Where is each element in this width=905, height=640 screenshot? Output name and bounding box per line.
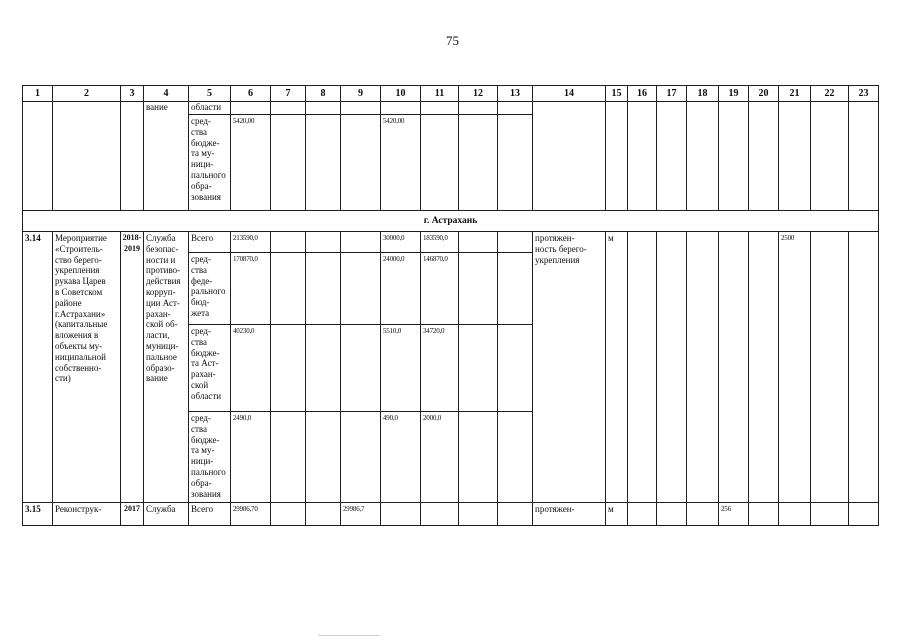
amount-cell: 29986,7	[341, 503, 381, 526]
empty-cell	[749, 102, 779, 211]
empty-cell	[779, 503, 811, 526]
empty-cell	[271, 102, 306, 115]
empty-cell	[421, 503, 459, 526]
table-row-3-15	[23, 503, 879, 526]
empty-cell	[53, 102, 121, 211]
header-cell: 5	[189, 86, 231, 102]
indicator-name: протяжен-	[533, 503, 606, 526]
empty-cell	[811, 232, 849, 503]
empty-cell	[306, 232, 341, 253]
scan-artifact	[318, 635, 380, 636]
empty-cell	[719, 102, 749, 211]
funding-source-label: сред- ства бюдже- та Аст- рахан- ской области	[189, 325, 231, 412]
indicator-value: 256	[719, 503, 749, 526]
empty-cell	[271, 253, 306, 325]
continued-row-top	[23, 102, 879, 115]
amount-cell: 183590,0	[421, 232, 459, 253]
empty-cell	[381, 503, 421, 526]
empty-cell	[121, 102, 144, 211]
header-cell: 8	[306, 86, 341, 102]
unit: м	[606, 503, 628, 526]
empty-cell	[306, 412, 341, 503]
empty-cell	[749, 232, 779, 503]
section-title: г. Астрахань	[23, 211, 879, 232]
header-cell: 9	[341, 86, 381, 102]
empty-cell	[306, 253, 341, 325]
empty-cell	[459, 232, 498, 253]
empty-cell	[533, 102, 606, 211]
header-cell: 22	[811, 86, 849, 102]
amount-cell: 5420,00	[381, 115, 421, 211]
empty-cell	[341, 102, 381, 115]
measure-name: Мероприятие «Строитель- ство берего- укрепления рукава Царев в Советском районе г.Астрахани» (капитальные вложения в объекты му- ниципальной собственно- сти)	[53, 232, 121, 503]
header-cell: 2	[53, 86, 121, 102]
empty-cell	[271, 232, 306, 253]
indicator-value: 2500	[779, 232, 811, 503]
amount-cell: 146870,0	[421, 253, 459, 325]
amount-cell: 30000,0	[381, 232, 421, 253]
empty-cell	[306, 503, 341, 526]
amount-cell: 34720,0	[421, 325, 459, 412]
row-number: 3.14	[23, 232, 53, 503]
header-cell: 13	[498, 86, 533, 102]
amount-cell: 2000,0	[421, 412, 459, 503]
header-cell: 4	[144, 86, 189, 102]
empty-cell	[381, 102, 421, 115]
header-cell: 7	[271, 86, 306, 102]
executor-tail: вание	[144, 102, 189, 211]
empty-cell	[779, 102, 811, 211]
empty-cell	[628, 102, 657, 211]
empty-cell	[498, 115, 533, 211]
years: 2017	[121, 503, 144, 526]
amount-cell: 5420,00	[231, 115, 271, 211]
empty-cell	[421, 102, 459, 115]
unit: м	[606, 232, 628, 503]
header-cell: 11	[421, 86, 459, 102]
empty-cell	[498, 325, 533, 412]
amount-cell: 29986,70	[231, 503, 271, 526]
empty-cell	[341, 232, 381, 253]
amount-cell: 490,0	[381, 412, 421, 503]
funding-source-label: сред- ства феде- рального бюд- жета	[189, 253, 231, 325]
header-cell: 16	[628, 86, 657, 102]
header-cell: 20	[749, 86, 779, 102]
empty-cell	[719, 232, 749, 503]
empty-cell	[459, 325, 498, 412]
header-row	[23, 86, 879, 102]
header-cell: 14	[533, 86, 606, 102]
empty-cell	[498, 412, 533, 503]
funding-source-label: Всего	[189, 503, 231, 526]
empty-cell	[657, 503, 687, 526]
header-cell: 23	[849, 86, 879, 102]
empty-cell	[306, 325, 341, 412]
empty-cell	[657, 232, 687, 503]
empty-cell	[811, 102, 849, 211]
empty-cell	[606, 102, 628, 211]
header-cell: 3	[121, 86, 144, 102]
indicator-name: протяжен- ность берего- укрепления	[533, 232, 606, 503]
empty-cell	[341, 253, 381, 325]
empty-cell	[849, 102, 879, 211]
years: 2018- 2019	[121, 232, 144, 503]
empty-cell	[271, 412, 306, 503]
header-cell: 1	[23, 86, 53, 102]
funding-source-label: сред- ства бюдже- та му- ници- пального обра- зования	[189, 115, 231, 211]
empty-cell	[271, 325, 306, 412]
empty-cell	[498, 232, 533, 253]
empty-cell	[459, 115, 498, 211]
empty-cell	[498, 253, 533, 325]
empty-cell	[687, 503, 719, 526]
empty-cell	[341, 412, 381, 503]
amount-cell: 170870,0	[231, 253, 271, 325]
empty-cell	[341, 325, 381, 412]
empty-cell	[849, 232, 879, 503]
measure-name: Реконструк-	[53, 503, 121, 526]
amount-cell: 213590,0	[231, 232, 271, 253]
section-row	[23, 211, 879, 232]
funding-source-label: Всего	[189, 232, 231, 253]
header-cell: 21	[779, 86, 811, 102]
header-cell: 19	[719, 86, 749, 102]
funding-source-label: сред- ства бюдже- та му- ници- пального обра- зования	[189, 412, 231, 503]
empty-cell	[498, 503, 533, 526]
header-cell: 10	[381, 86, 421, 102]
table-row-3-14	[23, 232, 879, 253]
header-cell: 15	[606, 86, 628, 102]
empty-cell	[271, 503, 306, 526]
empty-cell	[306, 102, 341, 115]
empty-cell	[811, 503, 849, 526]
amount-cell: 24000,0	[381, 253, 421, 325]
empty-cell	[271, 115, 306, 211]
empty-cell	[459, 102, 498, 115]
page-number: 75	[446, 33, 459, 48]
amount-cell: 2490,0	[231, 412, 271, 503]
empty-cell	[628, 503, 657, 526]
executor: Служба	[144, 503, 189, 526]
empty-cell	[23, 102, 53, 211]
empty-cell	[687, 102, 719, 211]
executor: Служба безопас- ности и противо- действия корруп- ции Аст- рахан- ской об- ласти, муници- пальное образо- вание	[144, 232, 189, 503]
empty-cell	[749, 503, 779, 526]
row-number: 3.15	[23, 503, 53, 526]
header-cell: 6	[231, 86, 271, 102]
empty-cell	[306, 115, 341, 211]
empty-cell	[849, 503, 879, 526]
empty-cell	[341, 115, 381, 211]
empty-cell	[459, 253, 498, 325]
amount-cell: 40230,0	[231, 325, 271, 412]
empty-cell	[421, 115, 459, 211]
program-table	[22, 85, 879, 526]
empty-cell	[687, 232, 719, 503]
source-tail: области	[189, 102, 231, 115]
header-cell: 17	[657, 86, 687, 102]
empty-cell	[231, 102, 271, 115]
empty-cell	[628, 232, 657, 503]
header-cell: 18	[687, 86, 719, 102]
empty-cell	[498, 102, 533, 115]
empty-cell	[657, 102, 687, 211]
amount-cell: 5510,0	[381, 325, 421, 412]
empty-cell	[459, 412, 498, 503]
header-cell: 12	[459, 86, 498, 102]
empty-cell	[459, 503, 498, 526]
